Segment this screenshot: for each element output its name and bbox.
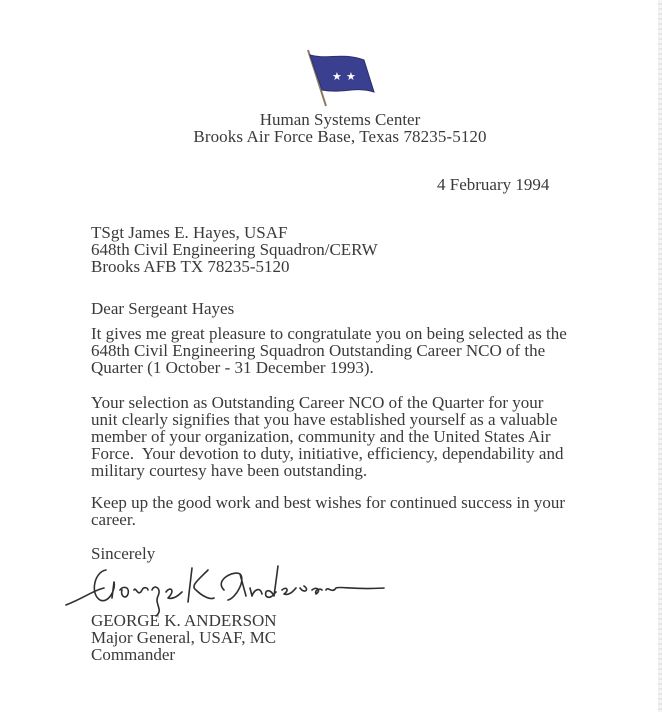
- paragraph-line: Force. Your devotion to duty, initiative, efficiency, dependability and: [91, 444, 564, 463]
- signature-block: [91, 612, 277, 663]
- flag-star: ★: [332, 71, 342, 83]
- letter-date: 4 February 1994: [437, 175, 550, 194]
- paragraph-line: unit clearly signifies that you have established yourself as a valuable: [91, 410, 558, 429]
- signer-position: Commander: [91, 645, 176, 664]
- paragraph-line: Keep up the good work and best wishes for continued success in your: [91, 493, 566, 512]
- paragraph-line: 648th Civil Engineering Squadron Outstanding Career NCO of the: [91, 341, 546, 360]
- page-edge: [658, 0, 662, 712]
- paragraph-line: military courtesy have been outstanding.: [91, 461, 368, 480]
- signer-title: Major General, USAF, MC: [91, 628, 277, 647]
- paragraph-line: Quarter (1 October - 31 December 1993).: [91, 358, 374, 377]
- letterhead-address: Brooks Air Force Base, Texas 78235-5120: [193, 127, 487, 146]
- recipient-address: [91, 224, 378, 275]
- paragraph-line: member of your organization, community and the United States Air: [91, 427, 551, 446]
- paragraph-line: Your selection as Outstanding Career NCO of the Quarter for your: [91, 393, 544, 412]
- recipient-line: Brooks AFB TX 78235-5120: [91, 257, 290, 276]
- signer-name: GEORGE K. ANDERSON: [91, 611, 277, 630]
- recipient-line: TSgt James E. Hayes, USAF: [91, 223, 288, 242]
- flag-star: ★: [346, 71, 356, 83]
- body-paragraph-2: [91, 394, 563, 479]
- body-paragraph-1: [91, 325, 567, 376]
- closing: Sincerely: [91, 544, 156, 563]
- paragraph-line: It gives me great pleasure to congratulate you on being selected as the: [91, 324, 567, 343]
- two-star-flag-icon: [302, 46, 382, 108]
- recipient-line: 648th Civil Engineering Squadron/CERW: [91, 240, 378, 259]
- paragraph-line: career.: [91, 510, 136, 529]
- body-paragraph-3: [91, 494, 565, 528]
- salutation: Dear Sergeant Hayes: [91, 299, 235, 318]
- letterhead-organization: Human Systems Center: [259, 110, 421, 129]
